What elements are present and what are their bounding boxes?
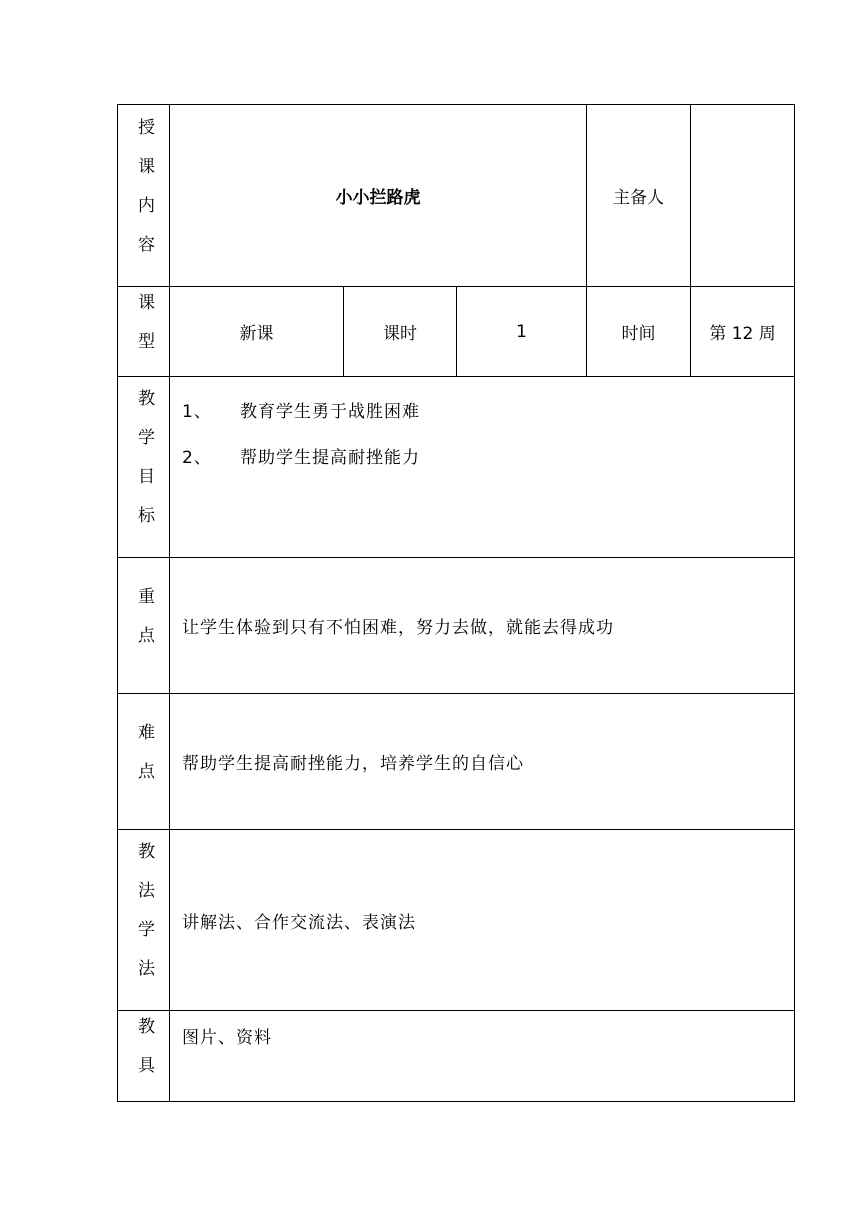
- row-methods: [118, 830, 795, 1011]
- label-cell-difficulties: [118, 694, 170, 830]
- objective-item: [182, 435, 794, 481]
- label-cell-tools: [118, 1011, 170, 1102]
- objectives-cell: [170, 377, 795, 558]
- difficulties-text: 帮助学生提高耐挫能力，培养学生的自信心: [170, 694, 795, 830]
- label-tools: 教具: [134, 1017, 154, 1095]
- hours-label: 课时: [344, 287, 457, 377]
- row-content: [118, 105, 795, 287]
- label-objectives: 教学目标: [134, 389, 154, 545]
- objective-number: 2、: [182, 448, 212, 468]
- preparer-value: [691, 105, 795, 287]
- row-objectives: [118, 377, 795, 558]
- label-cell-methods: [118, 830, 170, 1011]
- label-cell-key-points: [118, 558, 170, 694]
- row-tools: [118, 1011, 795, 1102]
- type-value: 新课: [170, 287, 344, 377]
- row-type: [118, 287, 795, 377]
- hours-value: 1: [457, 287, 587, 377]
- objective-number: 1、: [182, 402, 212, 422]
- row-key-points: [118, 558, 795, 694]
- lesson-plan-table: [117, 104, 795, 1102]
- row-difficulties: [118, 694, 795, 830]
- label-methods: 教法学法: [134, 842, 154, 998]
- methods-text: 讲解法、合作交流法、表演法: [170, 830, 795, 1011]
- label-cell-objectives: [118, 377, 170, 558]
- key-points-text: 让学生体验到只有不怕困难，努力去做，就能去得成功: [170, 558, 795, 694]
- label-content: 授课内容: [134, 117, 154, 274]
- tools-text: 图片、资料: [170, 1011, 795, 1102]
- objective-text: 教育学生勇于战胜困难: [240, 402, 420, 422]
- label-difficulties: 难点: [134, 722, 154, 801]
- preparer-label: 主备人: [587, 105, 691, 287]
- time-label: 时间: [587, 287, 691, 377]
- objective-text: 帮助学生提高耐挫能力: [240, 448, 420, 468]
- label-key-points: 重点: [134, 586, 154, 665]
- lesson-title: 小小拦路虎: [170, 105, 587, 287]
- label-type: 课型: [134, 292, 154, 371]
- label-cell-content: [118, 105, 170, 287]
- objective-item: [182, 389, 794, 435]
- label-cell-type: [118, 287, 170, 377]
- time-value: 第 12 周: [691, 287, 795, 377]
